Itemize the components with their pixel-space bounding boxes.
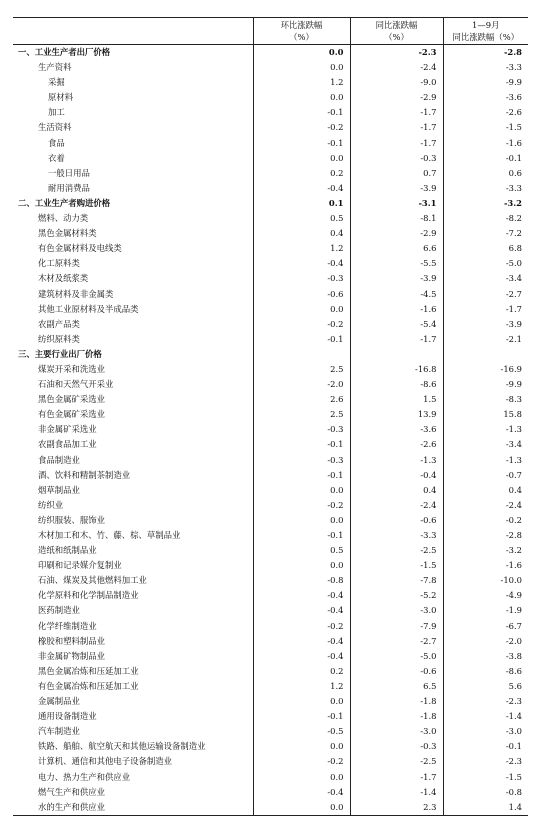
row-label: 农副产品类 xyxy=(38,318,80,329)
ytd-value: -9.9 xyxy=(443,75,528,90)
mom-value: -0.2 xyxy=(253,120,350,135)
ytd-value: -7.2 xyxy=(443,226,528,241)
yoy-value: -0.4 xyxy=(350,468,443,483)
yoy-value: -1.7 xyxy=(350,120,443,135)
yoy-value: -5.0 xyxy=(350,649,443,664)
mom-value: -0.1 xyxy=(253,136,350,151)
ytd-value: -1.6 xyxy=(443,558,528,573)
row-label: 燃气生产和供应业 xyxy=(38,786,105,797)
row-label: 化工原料类 xyxy=(38,258,80,269)
row-label: 原材料 xyxy=(48,92,74,103)
mom-value: 1.2 xyxy=(253,679,350,694)
section-row xyxy=(13,347,528,362)
table-row xyxy=(13,120,528,135)
ytd-value: -0.2 xyxy=(443,513,528,528)
ytd-value: -1.4 xyxy=(443,709,528,724)
yoy-value: -7.9 xyxy=(350,619,443,634)
ytd-value: -6.7 xyxy=(443,619,528,634)
row-label: 农副食品加工业 xyxy=(38,439,97,450)
table-row xyxy=(13,679,528,694)
yoy-value: -1.8 xyxy=(350,709,443,724)
row-label: 黑色金属材料类 xyxy=(38,228,97,239)
ytd-value: -2.3 xyxy=(443,754,528,769)
row-label: 水的生产和供应业 xyxy=(13,800,253,816)
mom-value: 1.2 xyxy=(253,75,350,90)
ytd-value: -3.6 xyxy=(443,90,528,105)
yoy-value: -1.3 xyxy=(350,453,443,468)
ytd-value: -0.1 xyxy=(443,151,528,166)
mom-value: 0.0 xyxy=(253,694,350,709)
row-label: 纺织业 xyxy=(38,499,64,510)
ytd-value: -2.6 xyxy=(443,105,528,120)
ytd-value: -1.3 xyxy=(443,422,528,437)
mom-value: 0.0 xyxy=(253,770,350,785)
table-row xyxy=(13,271,528,286)
ytd-value: -3.8 xyxy=(443,649,528,664)
table-row xyxy=(13,75,528,90)
mom-value: -0.6 xyxy=(253,287,350,302)
table-row xyxy=(13,287,528,302)
yoy-value: -5.4 xyxy=(350,317,443,332)
row-label: 有色金属材料及电线类 xyxy=(38,243,122,254)
row-label: 食品制造业 xyxy=(38,454,80,465)
mom-value: -0.3 xyxy=(253,271,350,286)
row-label: 造纸和纸制品业 xyxy=(38,545,97,556)
yoy-value: -3.6 xyxy=(350,422,443,437)
mom-value: -0.3 xyxy=(253,422,350,437)
mom-value: -0.4 xyxy=(253,588,350,603)
mom-value: 0.0 xyxy=(253,558,350,573)
table-body xyxy=(13,45,528,816)
header-mom-title: 环比涨跌幅 xyxy=(280,19,323,30)
yoy-value: -4.5 xyxy=(350,287,443,302)
yoy-value: -7.8 xyxy=(350,573,443,588)
row-label: 纺织服装、服饰业 xyxy=(38,514,105,525)
row-label: 其他工业原材料及半成品类 xyxy=(38,303,139,314)
header-mom-cell xyxy=(253,18,350,45)
yoy-value: 13.9 xyxy=(350,407,443,422)
yoy-value: -3.9 xyxy=(350,271,443,286)
row-label: 纺织原料类 xyxy=(38,333,80,344)
yoy-value: 2.3 xyxy=(350,800,443,816)
row-label: 有色金属冶炼和压延加工业 xyxy=(38,680,139,691)
row-label: 燃料、动力类 xyxy=(38,213,89,224)
mom-value: -0.1 xyxy=(253,332,350,347)
ytd-value: -5.0 xyxy=(443,256,528,271)
yoy-value: 1.5 xyxy=(350,392,443,407)
ytd-value: -3.2 xyxy=(443,196,528,211)
table-row xyxy=(13,483,528,498)
mom-value: -0.3 xyxy=(253,453,350,468)
ytd-value: -2.1 xyxy=(443,332,528,347)
row-label: 生活资料 xyxy=(38,122,72,133)
ytd-value: -0.8 xyxy=(443,785,528,800)
mom-value: -0.4 xyxy=(253,181,350,196)
ytd-value: -3.2 xyxy=(443,543,528,558)
ytd-value: -3.9 xyxy=(443,317,528,332)
row-label: 石油和天然气开采业 xyxy=(38,379,114,390)
table-row xyxy=(13,468,528,483)
ytd-value xyxy=(443,347,528,362)
table-row xyxy=(13,724,528,739)
yoy-value: -2.4 xyxy=(350,498,443,513)
ytd-value: -9.9 xyxy=(443,377,528,392)
ytd-value: -3.4 xyxy=(443,437,528,452)
row-label: 印刷和记录媒介复制业 xyxy=(38,560,122,571)
row-label: 食品 xyxy=(48,137,65,148)
ytd-value: -1.6 xyxy=(443,136,528,151)
yoy-value: -2.6 xyxy=(350,437,443,452)
table-row xyxy=(13,785,528,800)
mom-value: -0.2 xyxy=(253,754,350,769)
table-row xyxy=(13,558,528,573)
row-label: 建筑材料及非金属类 xyxy=(38,288,114,299)
table-row xyxy=(13,362,528,377)
header-yoy-cell xyxy=(350,18,443,45)
yoy-value: -1.8 xyxy=(350,694,443,709)
mom-value: -0.1 xyxy=(253,437,350,452)
yoy-value: -5.2 xyxy=(350,588,443,603)
table-row xyxy=(13,694,528,709)
ytd-value: -0.1 xyxy=(443,739,528,754)
row-label: 电力、热力生产和供应业 xyxy=(38,771,131,782)
mom-value: -2.0 xyxy=(253,377,350,392)
table-row xyxy=(13,181,528,196)
row-label: 石油、煤炭及其他燃料加工业 xyxy=(38,575,147,586)
yoy-value: -1.7 xyxy=(350,105,443,120)
table-row xyxy=(13,800,528,816)
section-row xyxy=(13,196,528,211)
ytd-value: -2.3 xyxy=(443,694,528,709)
yoy-value: 0.4 xyxy=(350,483,443,498)
ytd-value: 5.6 xyxy=(443,679,528,694)
ytd-value: -1.3 xyxy=(443,453,528,468)
table-row xyxy=(13,770,528,785)
row-label: 煤炭开采和洗选业 xyxy=(38,363,105,374)
mom-value: -0.1 xyxy=(253,468,350,483)
row-label: 加工 xyxy=(48,107,65,118)
yoy-value: -3.0 xyxy=(350,724,443,739)
mom-value: 0.4 xyxy=(253,226,350,241)
ytd-value: -1.5 xyxy=(443,120,528,135)
yoy-value: -0.3 xyxy=(350,151,443,166)
table-row xyxy=(13,603,528,618)
ytd-value: 0.4 xyxy=(443,483,528,498)
row-label: 耐用消费品 xyxy=(48,182,90,193)
row-label: 非金属矿采选业 xyxy=(38,424,97,435)
row-label: 一、工业生产者出厂价格 xyxy=(18,47,111,57)
mom-value: -0.2 xyxy=(253,619,350,634)
yoy-value: -9.0 xyxy=(350,75,443,90)
table-row xyxy=(13,437,528,452)
row-label: 非金属矿物制品业 xyxy=(38,650,105,661)
table-row xyxy=(13,453,528,468)
row-label: 黑色金属冶炼和压延加工业 xyxy=(38,665,139,676)
yoy-value: -2.4 xyxy=(350,60,443,75)
header-yoy-unit: （%） xyxy=(384,32,409,42)
row-label: 有色金属矿采选业 xyxy=(38,409,105,420)
yoy-value: 0.7 xyxy=(350,166,443,181)
row-label: 橡胶和塑料制品业 xyxy=(38,635,105,646)
yoy-value: -2.5 xyxy=(350,754,443,769)
ytd-value: -1.7 xyxy=(443,302,528,317)
mom-value: -0.2 xyxy=(253,498,350,513)
ytd-value: 6.8 xyxy=(443,241,528,256)
table-row xyxy=(13,619,528,634)
table-row xyxy=(13,709,528,724)
table-row xyxy=(13,634,528,649)
yoy-value: -1.7 xyxy=(350,136,443,151)
table-row xyxy=(13,151,528,166)
mom-value: 2.6 xyxy=(253,392,350,407)
row-label: 三、主要行业出厂价格 xyxy=(18,348,102,359)
table-row xyxy=(13,513,528,528)
row-label: 医药制造业 xyxy=(38,605,80,616)
ytd-value: -8.2 xyxy=(443,211,528,226)
row-label: 生产资料 xyxy=(38,62,72,73)
ytd-value: -10.0 xyxy=(443,573,528,588)
table-row xyxy=(13,241,528,256)
section-row xyxy=(13,45,528,61)
mom-value: 0.0 xyxy=(253,513,350,528)
ytd-value: -8.6 xyxy=(443,664,528,679)
header-ytd-period: 1—9月 xyxy=(472,19,500,30)
table-row xyxy=(13,166,528,181)
table-row xyxy=(13,60,528,75)
mom-value: 0.0 xyxy=(253,483,350,498)
mom-value: -0.4 xyxy=(253,785,350,800)
ytd-value: -16.9 xyxy=(443,362,528,377)
yoy-value: -3.9 xyxy=(350,181,443,196)
row-label: 铁路、船舶、航空航天和其他运输设备制造业 xyxy=(38,741,206,752)
ytd-value: -0.7 xyxy=(443,468,528,483)
ytd-value: -2.0 xyxy=(443,634,528,649)
row-label: 汽车制造业 xyxy=(38,726,80,737)
row-label: 烟草制品业 xyxy=(38,484,80,495)
mom-value: -0.1 xyxy=(253,528,350,543)
yoy-value: 6.6 xyxy=(350,241,443,256)
yoy-value: -8.6 xyxy=(350,377,443,392)
yoy-value: -3.1 xyxy=(350,196,443,211)
ytd-value: 15.8 xyxy=(443,407,528,422)
table-row xyxy=(13,588,528,603)
ytd-value: -2.4 xyxy=(443,498,528,513)
mom-value xyxy=(253,347,350,362)
mom-value: 0.1 xyxy=(253,196,350,211)
table-row xyxy=(13,392,528,407)
table-row xyxy=(13,377,528,392)
yoy-value: 6.5 xyxy=(350,679,443,694)
yoy-value: -1.5 xyxy=(350,558,443,573)
yoy-value: -1.7 xyxy=(350,770,443,785)
header-yoy-title: 同比涨跌幅 xyxy=(375,19,418,30)
row-label: 木材加工和木、竹、藤、棕、草制品业 xyxy=(38,530,181,540)
header-mom-unit: （%） xyxy=(289,32,314,42)
ytd-value: -1.5 xyxy=(443,770,528,785)
ytd-value: -3.0 xyxy=(443,724,528,739)
mom-value: -0.5 xyxy=(253,724,350,739)
table-header-row xyxy=(13,18,528,45)
price-index-table-sheet xyxy=(13,17,528,816)
ytd-value: -3.3 xyxy=(443,181,528,196)
mom-value: -0.4 xyxy=(253,649,350,664)
table-row xyxy=(13,105,528,120)
header-category-cell xyxy=(13,18,253,45)
ytd-value: -4.9 xyxy=(443,588,528,603)
row-label: 衣着 xyxy=(48,152,65,163)
row-label: 黑色金属矿采选业 xyxy=(38,394,105,405)
mom-value: 2.5 xyxy=(253,362,350,377)
mom-value: 0.0 xyxy=(253,800,350,816)
table-row xyxy=(13,664,528,679)
table-row xyxy=(13,302,528,317)
table-row xyxy=(13,528,528,543)
row-label: 化学纤维制造业 xyxy=(38,620,97,631)
ytd-value: -2.7 xyxy=(443,287,528,302)
table-row xyxy=(13,422,528,437)
row-label: 采掘 xyxy=(48,77,65,88)
row-label: 计算机、通信和其他电子设备制造业 xyxy=(38,756,172,767)
yoy-value xyxy=(350,347,443,362)
table-row xyxy=(13,649,528,664)
yoy-value: -2.3 xyxy=(350,45,443,61)
yoy-value: -1.4 xyxy=(350,785,443,800)
row-label: 通用设备制造业 xyxy=(38,711,97,722)
mom-value: 0.0 xyxy=(253,90,350,105)
table-row xyxy=(13,739,528,754)
mom-value: 0.0 xyxy=(253,151,350,166)
mom-value: 0.5 xyxy=(253,543,350,558)
table-row xyxy=(13,407,528,422)
table-row xyxy=(13,226,528,241)
yoy-value: -5.5 xyxy=(350,256,443,271)
mom-value: 0.0 xyxy=(253,45,350,61)
header-ytd-title: 同比涨跌幅（%） xyxy=(452,32,520,42)
ytd-value: 1.4 xyxy=(443,800,528,816)
mom-value: -0.8 xyxy=(253,573,350,588)
mom-value: 0.0 xyxy=(253,60,350,75)
ytd-value: -1.9 xyxy=(443,603,528,618)
ytd-value: 0.6 xyxy=(443,166,528,181)
row-label: 一般日用品 xyxy=(48,167,90,178)
yoy-value: -8.1 xyxy=(350,211,443,226)
table-row xyxy=(13,543,528,558)
ytd-value: -3.4 xyxy=(443,271,528,286)
row-label: 化学原料和化学制品制造业 xyxy=(38,590,139,601)
mom-value: 0.2 xyxy=(253,166,350,181)
yoy-value: -0.6 xyxy=(350,664,443,679)
ytd-value: -2.8 xyxy=(443,45,528,61)
mom-value: 0.0 xyxy=(253,302,350,317)
table-row xyxy=(13,317,528,332)
mom-value: -0.4 xyxy=(253,603,350,618)
table-row xyxy=(13,136,528,151)
mom-value: -0.1 xyxy=(253,709,350,724)
row-label: 酒、饮料和精制茶制造业 xyxy=(38,469,131,480)
yoy-value: -1.7 xyxy=(350,332,443,347)
row-label: 二、工业生产者购进价格 xyxy=(18,197,111,208)
yoy-value: -2.9 xyxy=(350,90,443,105)
yoy-value: -16.8 xyxy=(350,362,443,377)
mom-value: 0.0 xyxy=(253,739,350,754)
mom-value: 0.5 xyxy=(253,211,350,226)
price-index-table xyxy=(13,17,528,816)
table-row xyxy=(13,498,528,513)
row-label: 木材及纸浆类 xyxy=(38,273,89,284)
table-row xyxy=(13,754,528,769)
yoy-value: -3.3 xyxy=(350,528,443,543)
yoy-value: -2.9 xyxy=(350,226,443,241)
table-row xyxy=(13,211,528,226)
row-label: 金属制品业 xyxy=(38,696,80,707)
mom-value: -0.4 xyxy=(253,256,350,271)
ytd-value: -2.8 xyxy=(443,528,528,543)
mom-value: -0.2 xyxy=(253,317,350,332)
mom-value: 1.2 xyxy=(253,241,350,256)
yoy-value: -0.3 xyxy=(350,739,443,754)
table-row xyxy=(13,332,528,347)
mom-value: 0.2 xyxy=(253,664,350,679)
table-row xyxy=(13,90,528,105)
ytd-value: -8.3 xyxy=(443,392,528,407)
mom-value: -0.4 xyxy=(253,634,350,649)
header-ytd-cell xyxy=(443,18,528,45)
yoy-value: -2.7 xyxy=(350,634,443,649)
table-row xyxy=(13,256,528,271)
ytd-value: -3.3 xyxy=(443,60,528,75)
yoy-value: -3.0 xyxy=(350,603,443,618)
yoy-value: -0.6 xyxy=(350,513,443,528)
yoy-value: -1.6 xyxy=(350,302,443,317)
table-row xyxy=(13,573,528,588)
mom-value: 2.5 xyxy=(253,407,350,422)
mom-value: -0.1 xyxy=(253,105,350,120)
yoy-value: -2.5 xyxy=(350,543,443,558)
